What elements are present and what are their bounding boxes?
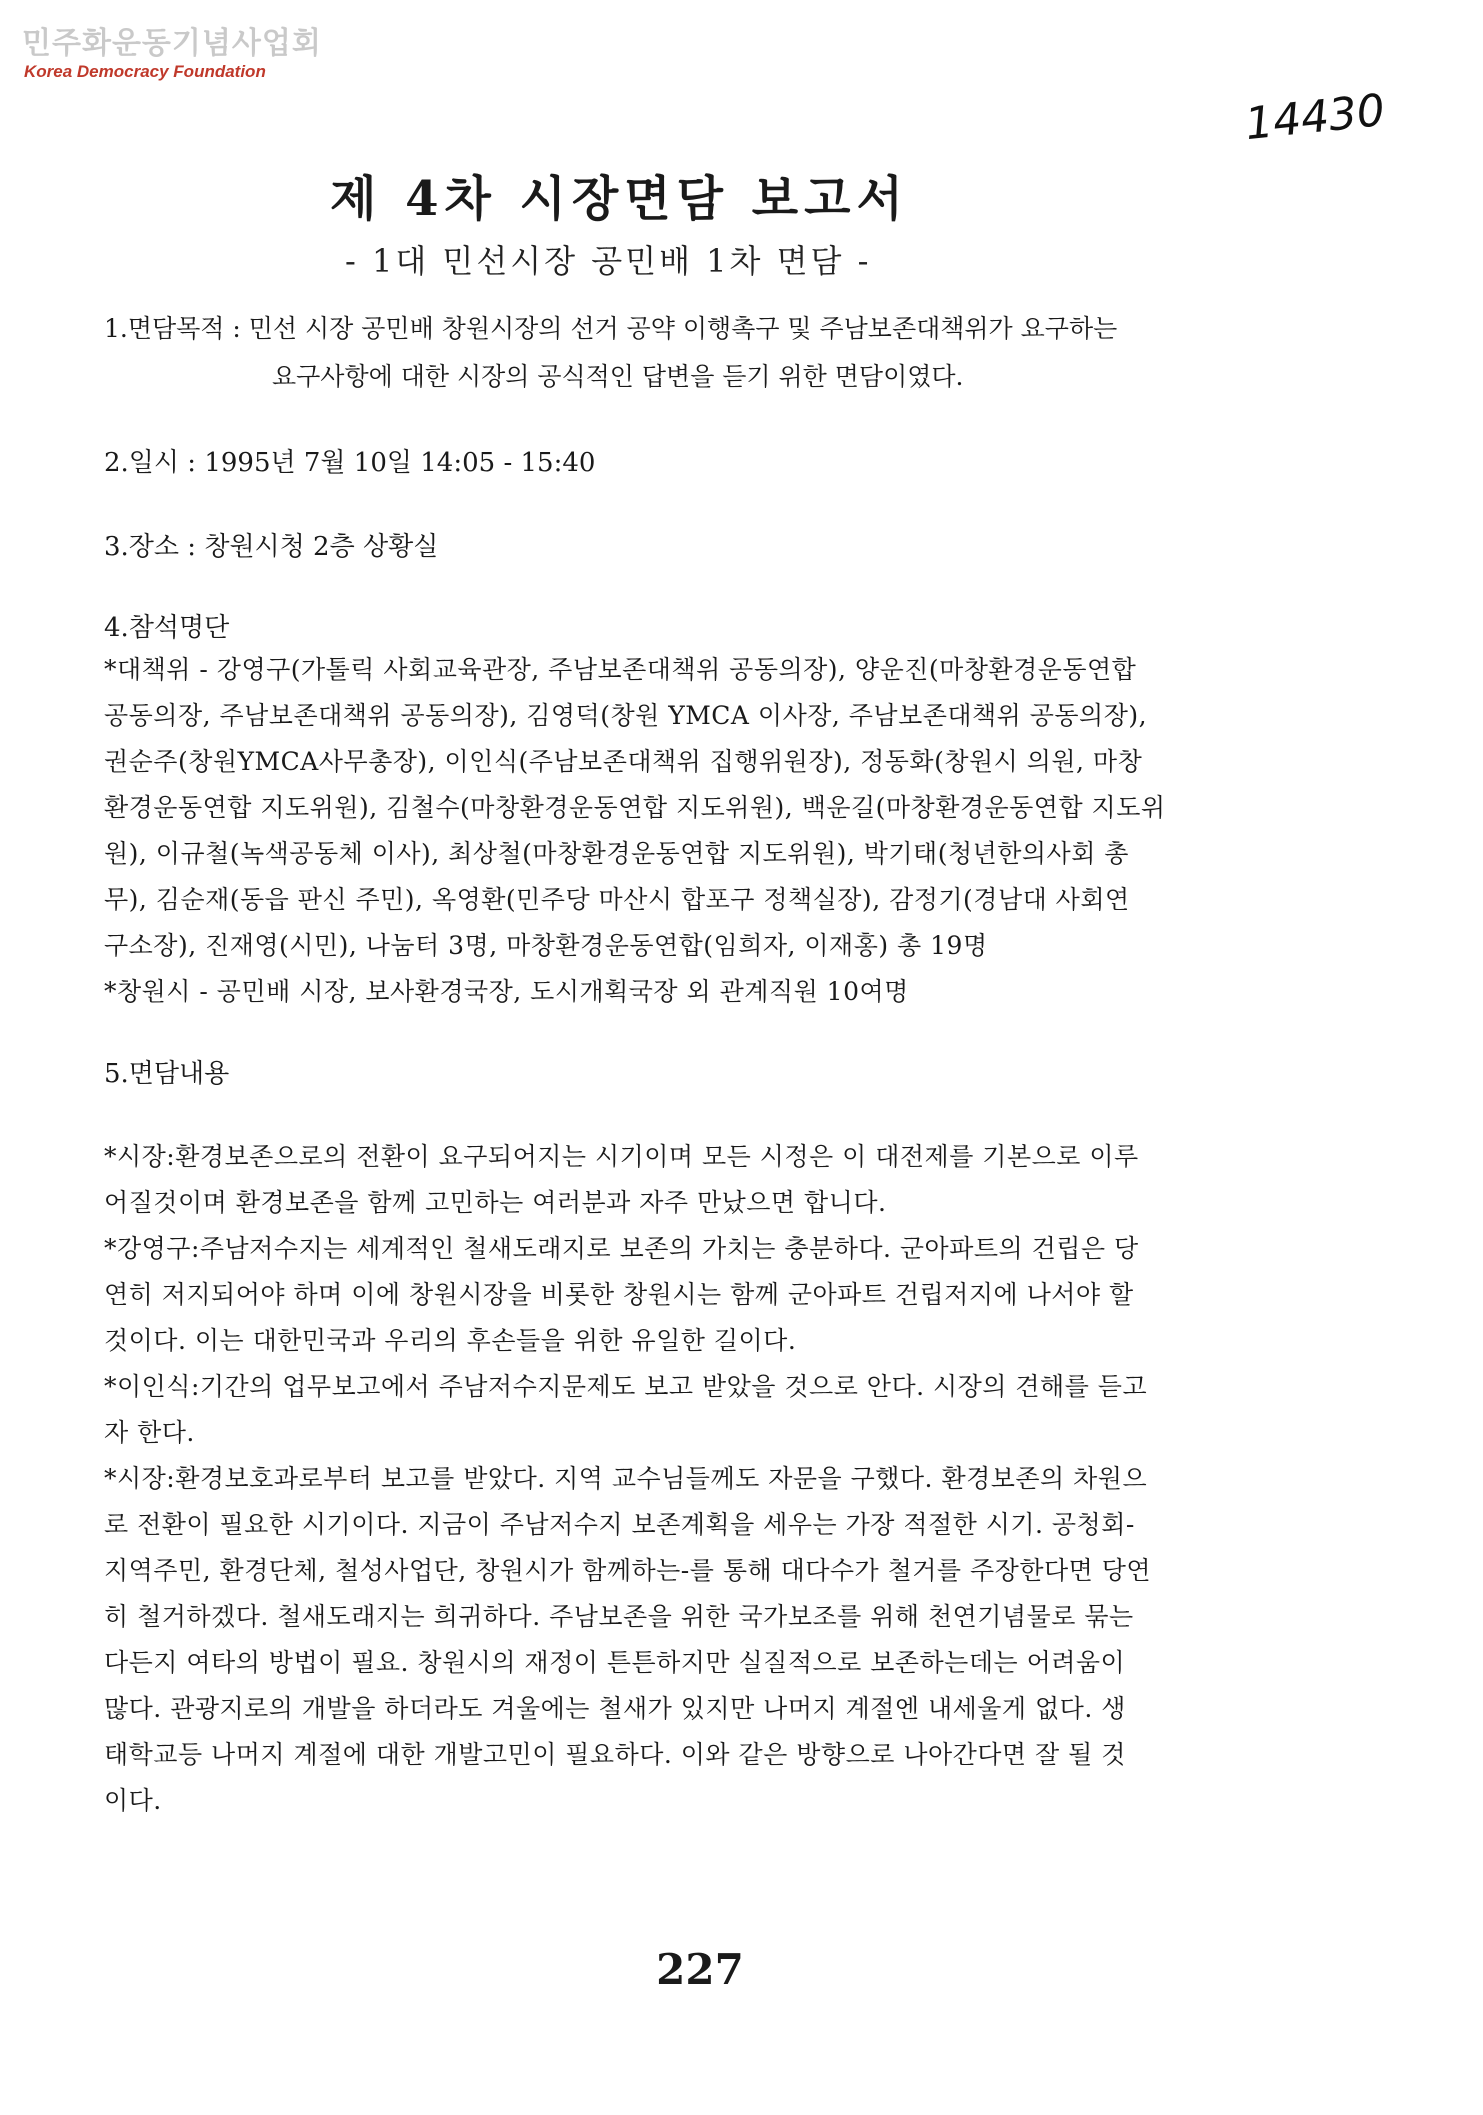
document-number: 14430 (1242, 84, 1388, 151)
attendees-line: *창원시 - 공민배 시장, 보사환경국장, 도시개획국장 외 관계직원 10여명 (104, 977, 909, 1006)
attendees-heading: 4.참석명단 (104, 613, 230, 643)
attendees-line: 무), 김순재(동읍 판신 주민), 옥영환(민주당 마산시 합포구 정책실장), 감정기(경남대 사회연 (104, 885, 1130, 914)
content-heading: 5.면담내용 (104, 1059, 230, 1089)
content-line: 히 철거하겠다. 철새도래지는 희귀하다. 주남보존을 위한 국가보조를 위해 천연기념물로 묶는 (104, 1602, 1134, 1631)
content-line: 태학교등 나머지 계절에 대한 개발고민이 필요하다. 이와 같은 방향으로 나아간다면 잘 될 것 (104, 1740, 1126, 1769)
content-line: 지역주민, 환경단체, 철성사업단, 창원시가 함께하는-를 통해 대다수가 철거를 주장한다면 당연 (104, 1556, 1152, 1585)
purpose-text-1: 민선 시장 공민배 창원시장의 선거 공약 이행촉구 및 주남보존대책위가 요구하는 (248, 314, 1118, 343)
datetime-line: 2.일시 : 1995년 7월 10일 14:05 - 15:40 (104, 448, 596, 478)
attendees-line: 환경운동연합 지도위원), 김철수(마창환경운동연합 지도위원), 백운길(마창환경운동연합 지도위 (104, 793, 1166, 822)
attendees-line: 원), 이규철(녹색공동체 이사), 최상철(마창환경운동연합 지도위원), 박기태(청년한의사회 총 (104, 839, 1129, 868)
purpose-label: 1.면담목적 : (104, 314, 249, 343)
content-line: 연히 저지되어야 하며 이에 창원시장을 비롯한 창원시는 함께 군아파트 건립저지에 나서야 할 (104, 1280, 1134, 1309)
content-line: 것이다. 이는 대한민국과 우리의 후손들을 위한 유일한 길이다. (104, 1326, 797, 1355)
watermark-english: Korea Democracy Foundation (24, 62, 266, 81)
content-line: 로 전환이 필요한 시기이다. 지금이 주남저수지 보존계획을 세우는 가장 적절한 시기. 공청회- (104, 1510, 1135, 1539)
page-number: 227 (656, 1945, 744, 1994)
attendees-line: *대책위 - 강영구(가톨릭 사회교육관장, 주남보존대책위 공동의장), 양운진(마창환경운동연합 (104, 655, 1137, 684)
content-line: 이다. (104, 1786, 162, 1815)
content-line: 다든지 여타의 방법이 필요. 창원시의 재정이 튼튼하지만 실질적으로 보존하는데는 어려움이 (104, 1648, 1126, 1677)
attendees-line: 권순주(창원YMCA사무총장), 이인식(주남보존대책위 집행위원장), 정동화(창원시 의원, 마창 (104, 747, 1143, 776)
watermark-korean: 민주화운동기념사업회 (22, 26, 322, 61)
content-line: *이인식:기간의 업무보고에서 주남저수지문제도 보고 받았을 것으로 안다. 시장의 견해를 듣고 (104, 1372, 1148, 1401)
purpose-line-2: 요구사항에 대한 시장의 공식적인 답변을 듣기 위한 면담이였다. (272, 362, 964, 391)
page-title: 제 4차 시장면담 보고서 (330, 171, 909, 227)
content-line: 자 한다. (104, 1418, 195, 1447)
content-line: *시장:환경보존으로의 전환이 요구되어지는 시기이며 모든 시정은 이 대전제를 기본으로 이루 (104, 1142, 1139, 1171)
attendees-line: 공동의장, 주남보존대책위 공동의장), 김영덕(창원 YMCA 이사장, 주남보존대책위 공동의장), (104, 701, 1148, 730)
location-line: 3.장소 : 창원시청 2층 상황실 (104, 532, 439, 562)
content-line: *시장:환경보호과로부터 보고를 받았다. 지역 교수님들께도 자문을 구했다. 환경보존의 차원으 (104, 1464, 1148, 1493)
attendees-line: 구소장), 진재영(시민), 나눔터 3명, 마창환경운동연합(임희자, 이재홍) 총 19명 (104, 931, 988, 960)
content-line: *강영구:주남저수지는 세계적인 철새도래지로 보존의 가치는 충분하다. 군아파트의 건립은 당 (104, 1234, 1139, 1263)
page-subtitle: - 1대 민선시장 공민배 1차 면담 - (345, 242, 872, 280)
content-line: 많다. 관광지로의 개발을 하더라도 겨울에는 철새가 있지만 나머지 계절엔 내세울게 없다. 생 (104, 1694, 1126, 1723)
content-line: 어질것이며 환경보존을 함께 고민하는 여러분과 자주 만났으면 합니다. (104, 1188, 887, 1217)
purpose-line-1 (104, 312, 1117, 346)
